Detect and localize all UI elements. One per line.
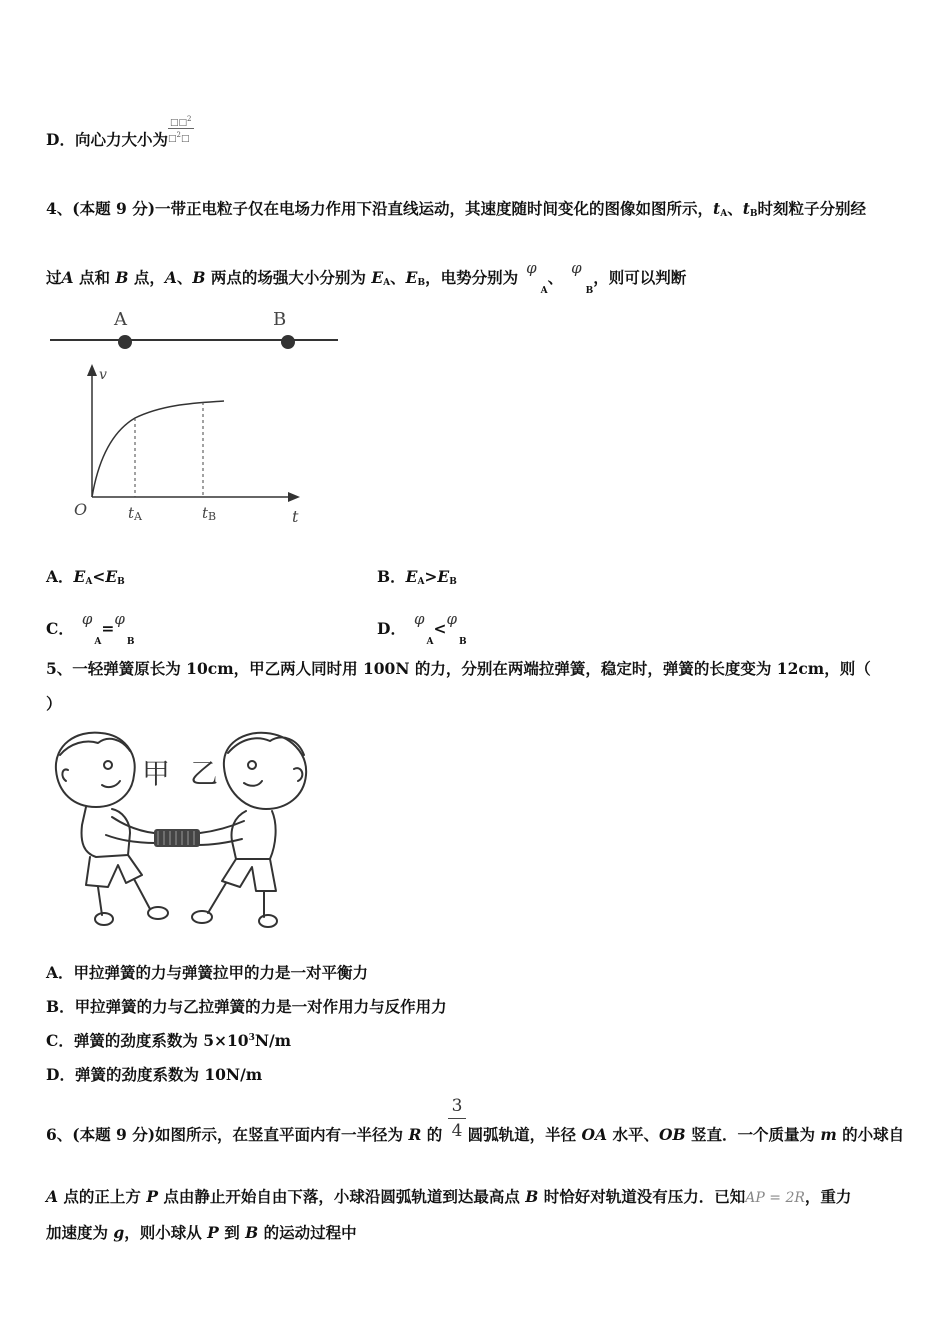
point-b-label: B bbox=[273, 309, 287, 330]
left-kid-shorts bbox=[86, 855, 142, 887]
left-kid-foot-1 bbox=[95, 913, 113, 925]
q5-option-c[interactable]: C．弹簧的劲度系数为 $5\times 10^3N/m$ bbox=[46, 1031, 292, 1050]
right-kid-shirt bbox=[232, 811, 276, 859]
point-a-label: A bbox=[114, 309, 127, 330]
ap-expression: AP = 2R bbox=[745, 1190, 805, 1206]
q4-option-a[interactable]: A．$E_A<E_B$ bbox=[46, 567, 125, 587]
v-axis-label: v bbox=[99, 367, 107, 383]
velocity-curve bbox=[92, 401, 224, 497]
point-a-dot bbox=[118, 335, 132, 349]
garbled-fraction: $\frac{□□^2}{□^2□}$ bbox=[168, 129, 194, 149]
left-kid-foot-2 bbox=[148, 907, 168, 919]
q4-option-d[interactable]: D． $\varphi_A<\varphi_B$ bbox=[377, 610, 467, 647]
left-kid-leg-2 bbox=[134, 879, 150, 909]
q4-line-1: 4、(本题 9 分)一带正电粒子仅在电场力作用下沿直线运动，其速度随时间变化的图像如图所示，$t_A$、$t_B$时刻粒子分别经 bbox=[46, 199, 867, 219]
q5-line-2: ） bbox=[46, 694, 62, 713]
q4-option-b[interactable]: B．$E_A>E_B$ bbox=[377, 567, 457, 587]
prev-option-d bbox=[46, 115, 194, 150]
q6-line-3: 加速度为 g，则小球从 P 到 B 的运动过程中 bbox=[46, 1223, 357, 1242]
origin-label: O bbox=[74, 500, 88, 519]
t-axis-arrow bbox=[288, 492, 300, 502]
right-kid-hair bbox=[228, 737, 304, 755]
right-kid-shorts bbox=[222, 859, 276, 891]
q5-option-a[interactable]: A．甲拉弹簧的力与弹簧拉甲的力是一对平衡力 bbox=[46, 963, 369, 982]
right-kid-foot-1 bbox=[192, 911, 212, 923]
q5-option-d[interactable]: D．弹簧的劲度系数为 10N/m bbox=[46, 1065, 263, 1084]
ta-tick-label: tA bbox=[128, 504, 142, 523]
q4-option-c[interactable]: C． $\varphi_A=\varphi_B$ bbox=[46, 610, 135, 647]
three-quarters-fraction: 3 4 bbox=[448, 1096, 466, 1141]
right-kid-eye bbox=[248, 761, 256, 769]
spring bbox=[154, 829, 200, 847]
right-kid-arm-top bbox=[200, 821, 244, 833]
point-b-dot bbox=[281, 335, 295, 349]
right-kid-foot-2 bbox=[259, 915, 277, 927]
q5-figure bbox=[46, 725, 326, 935]
left-kid-ear bbox=[62, 769, 68, 781]
left-kid-leg-1 bbox=[98, 887, 102, 915]
left-kid-arm-top bbox=[112, 817, 154, 833]
left-kid-char: 甲 bbox=[142, 757, 171, 790]
option-d-label: D．向心力大小为 bbox=[46, 130, 168, 149]
right-kid-ear bbox=[294, 768, 302, 781]
q4-line-2: 过A 点和 B 点，A、B 两点的场强大小分别为 $E_A$、$E_B$，电势分别为 $\varphi_A$、 $\varphi_B$，则可以判断 bbox=[46, 259, 687, 296]
tb-tick-label: tB bbox=[202, 504, 217, 523]
q6-line-1: 6、(本题 9 分)如图所示，在竖直平面内有一半径为 R 的 圆弧轨道，半径 OA 水平、OB 竖直．一个质量为 m 的小球自 bbox=[46, 1125, 905, 1144]
left-kid-hair bbox=[60, 739, 130, 755]
left-kid-mouth bbox=[102, 781, 120, 787]
t-axis-label: t bbox=[292, 507, 299, 526]
q5-line-1: 5、一轻弹簧原长为 10cm，甲乙两人同时用 100N 的力，分别在两端拉弹簧，稳定时，弹簧的长度变为 12cm，则（ bbox=[46, 659, 871, 678]
q5-option-b[interactable]: B．甲拉弹簧的力与乙拉弹簧的力是一对作用力与反作用力 bbox=[46, 997, 447, 1016]
q4-figure bbox=[46, 300, 346, 530]
v-axis-arrow bbox=[87, 364, 97, 376]
right-kid-leg-1 bbox=[208, 883, 226, 913]
left-kid-shirt bbox=[82, 807, 130, 857]
left-kid-eye bbox=[104, 761, 112, 769]
q6-line-2: A 点的正上方 P 点由静止开始自由下落，小球沿圆弧轨道到达最高点 B 时恰好对轨道没有压力．已知AP = 2R，重力 bbox=[46, 1187, 852, 1206]
left-kid-arm-bottom bbox=[106, 835, 156, 843]
right-kid-char: 乙 bbox=[190, 757, 219, 790]
right-kid-mouth bbox=[244, 781, 262, 786]
right-kid-arm-bottom bbox=[198, 839, 242, 845]
